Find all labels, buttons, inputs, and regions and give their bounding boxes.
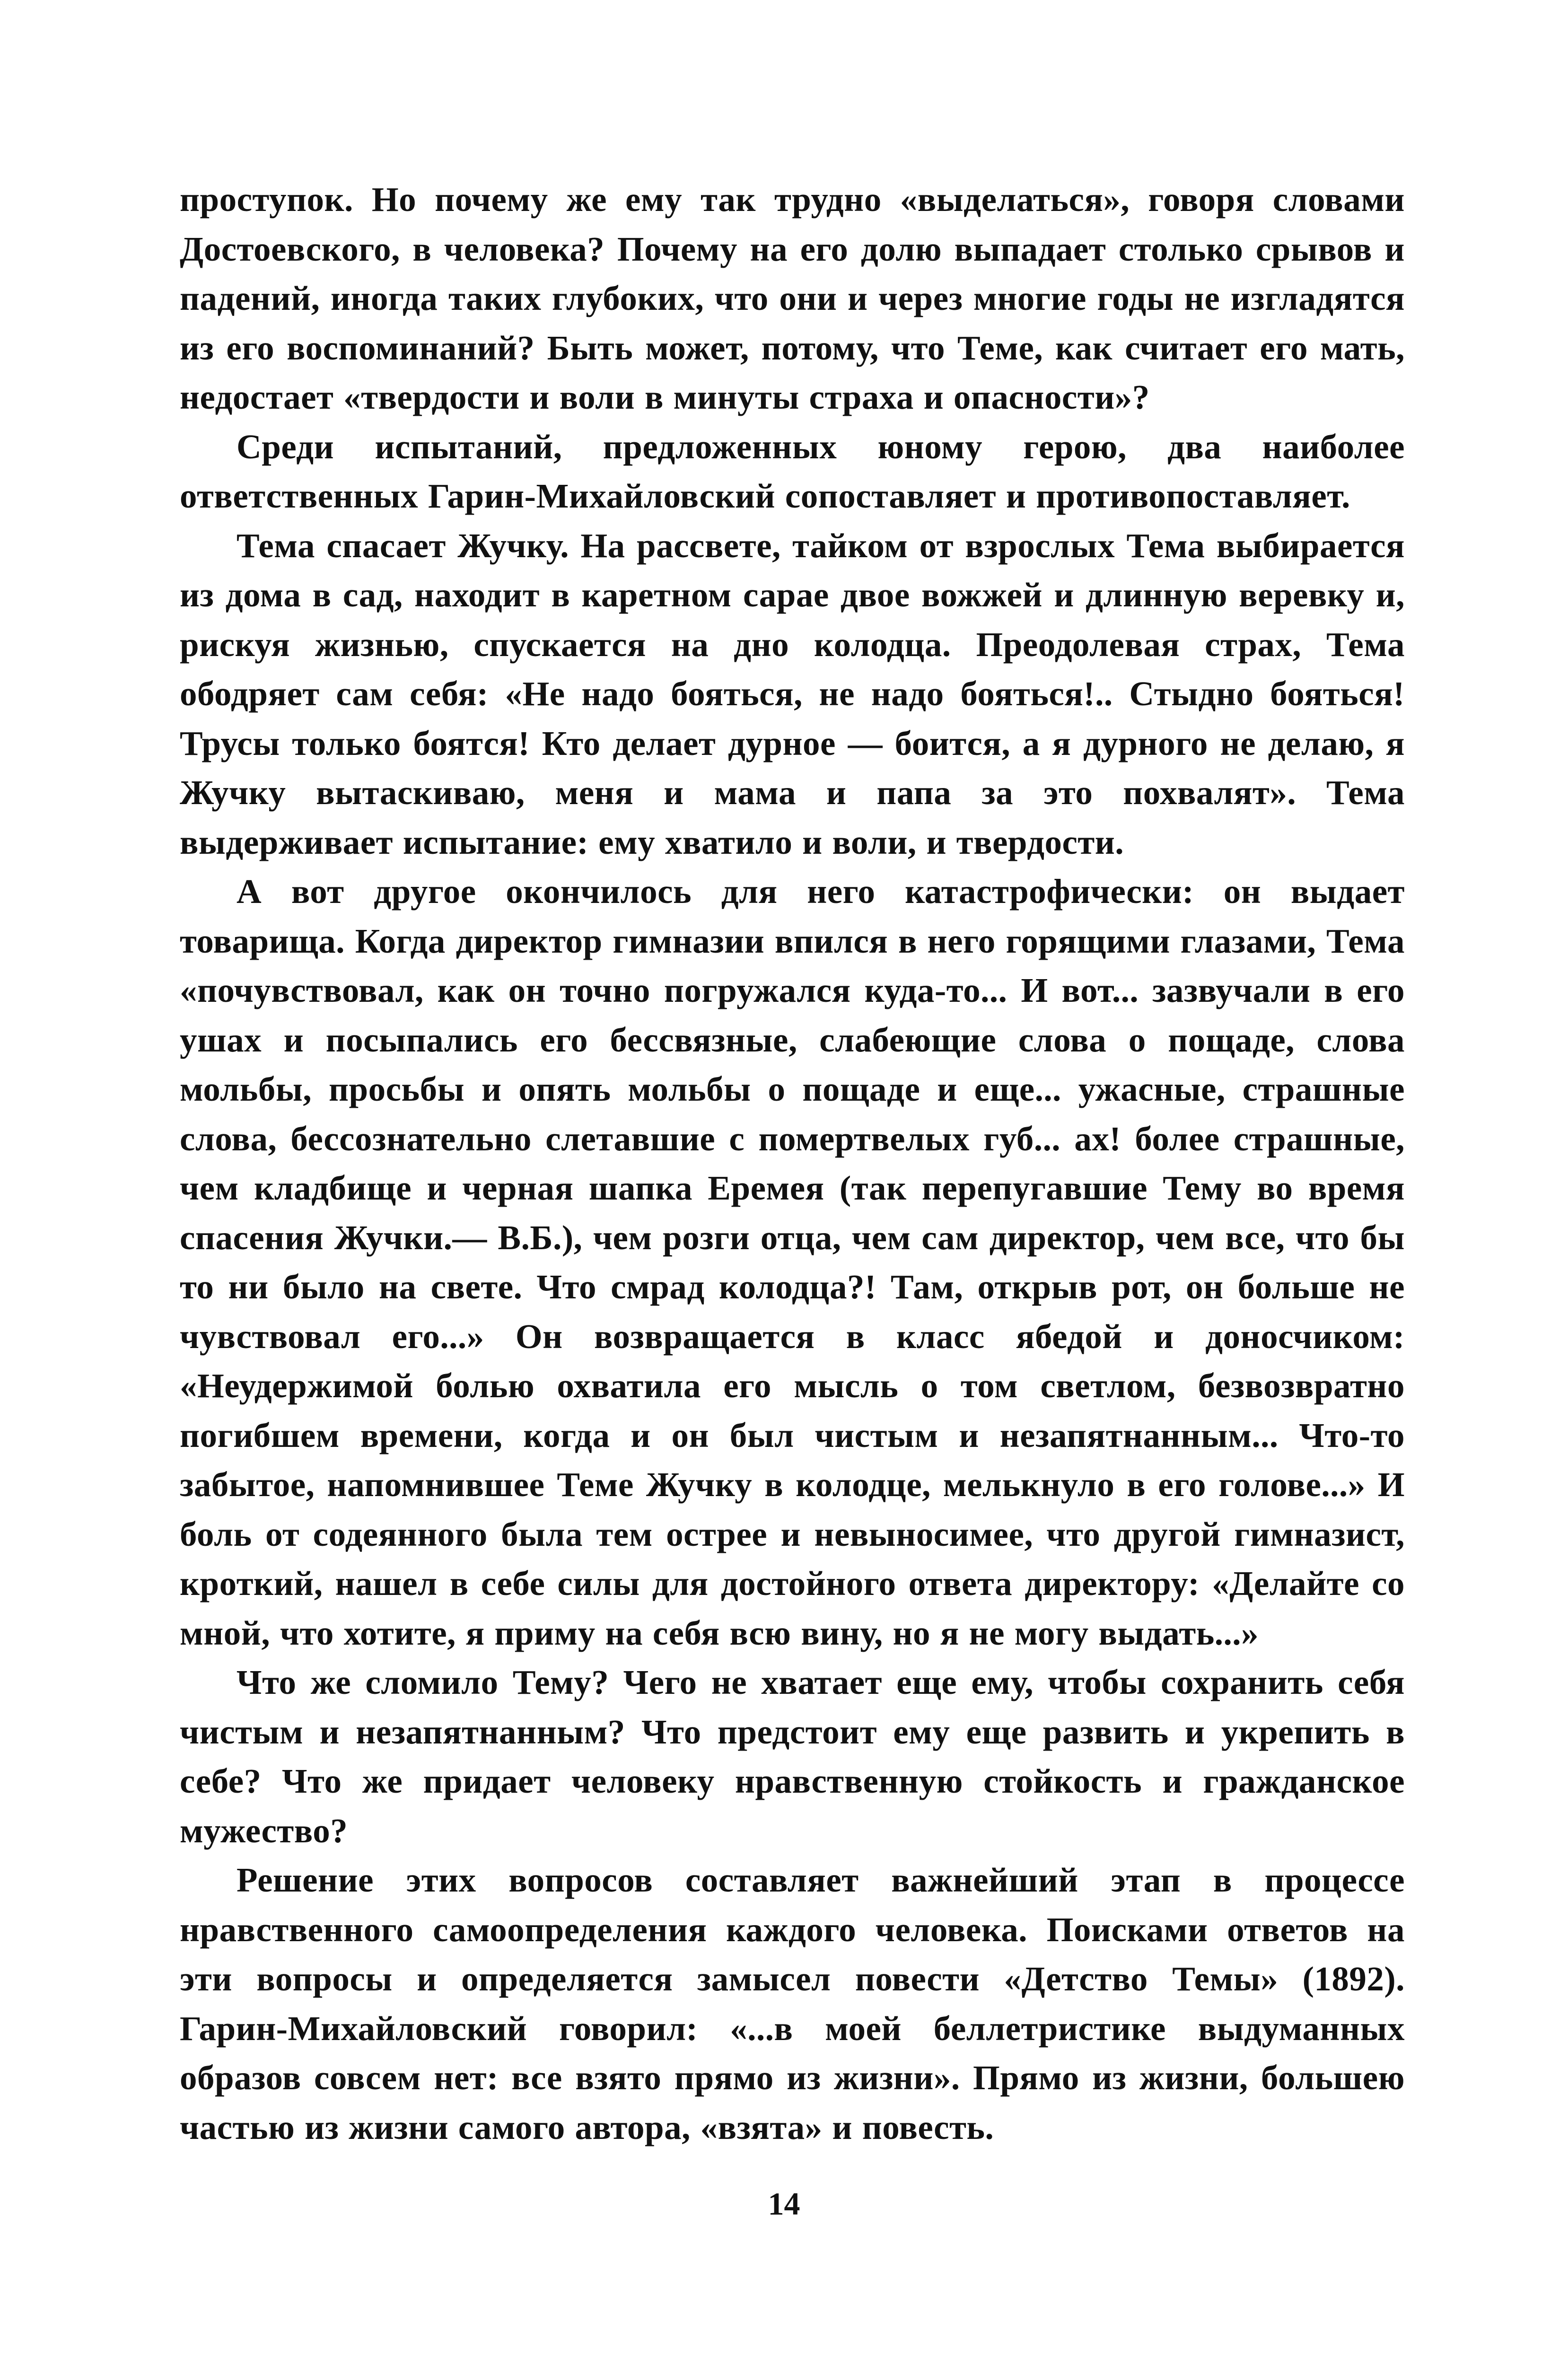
paragraph-1: проступок. Но почему же ему так трудно «выделаться», говоря словами Достоевского, в человека? Почему на его долю выпадает столько срывов и падений, иногда таких глубоких, что они и через многие годы не изгладятся из его воспоминаний? Быть может, потому, что Теме, как считает его мать, недостает «твердости и воли в минуты страха и опасности»? [180, 180, 1405, 416]
paragraph-5: Что же сломило Тему? Чего не хватает еще ему, чтобы сохранить себя чистым и незапятнанным? Что предстоит ему еще развить и укрепить в себе? Что же придает человеку нравственную стойкость и гражданское мужество? [180, 1663, 1405, 1850]
paragraph-4: А вот другое окончилось для него катастрофически: он выдает товарища. Когда директор гимназии впился в него горящими глазами, Тема «почувствовал, как он точно погружался куда-то... И вот... зазвучали в его ушах и посыпались его бессвязные, слабеющие слова о пощаде, слова мольбы, просьбы и опять мольбы о пощаде и еще... ужасные, страшные слова, бессознательно слетавшие с помертвелых губ... ах! более страшные, чем кладбище и черная шапка Еремея (так перепугавшие Тему во время спасения Жучки.— В.Б.), чем розги отца, чем сам директор, чем все, что бы то ни было на свете. Что смрад колодца?! Там, открыв рот, он больше не чувствовал его...» Он возвращается в класс ябедой и доносчиком: «Неудержимой болью охватила его мысль о том светлом, безвозвратно погибшем времени, когда и он был чистым и незапятнанным... Что-то забытое, напомнившее Теме Жучку в колодце, мелькнуло в его голове...» И боль от содеянного была тем острее и невыносимее, что другой гимназист, кроткий, нашел в себе силы для достойного ответа директору: «Делайте со мной, что хотите, я приму на себя всю вину, но я не могу выдать...» [180, 872, 1405, 1652]
paragraph-2: Среди испытаний, предложенных юному герою, два наиболее ответственных Гарин-Михайловский сопоставляет и противопоставляет. [180, 427, 1405, 515]
paragraph-3: Тема спасает Жучку. На рассвете, тайком от взрослых Тема выбирается из дома в сад, находит в каретном сарае двое вожжей и длинную веревку и, рискуя жизнью, спускается на дно колодца. Преодолевая страх, Тема ободряет сам себя: «Не надо бояться, не надо бояться!.. Стыдно бояться! Трусы только боятся! Кто делает дурное — боится, а я дурного не делаю, я Жучку вытаскиваю, меня и мама и папа за это похвалят». Тема выдерживает испытание: ему хватило и воли, и твердости. [180, 526, 1405, 861]
page-number: 14 [768, 2186, 800, 2222]
page-body [180, 175, 1405, 2152]
paragraph-6: Решение этих вопросов составляет важнейший этап в процессе нравственного самоопределения каждого человека. Поисками ответов на эти вопросы и определяется замысел повести «Детство Темы» (1892). Гарин-Михайловский говорил: «...в моей беллетристике выдуманных образов совсем нет: все взято прямо из жизни». Прямо из жизни, большею частью из жизни самого автора, «взята» и повесть. [180, 1861, 1405, 2146]
